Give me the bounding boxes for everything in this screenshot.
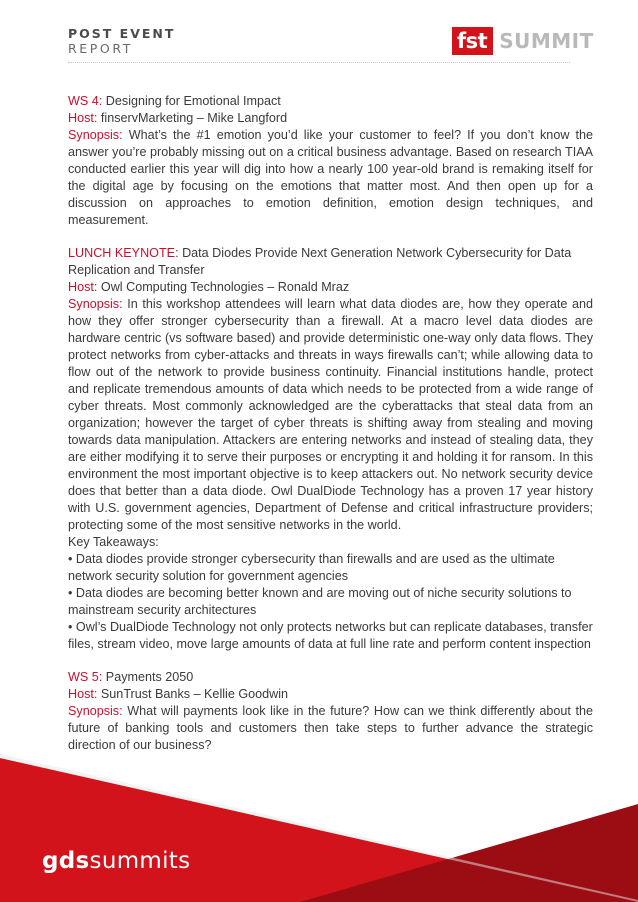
session-ws4 — [68, 93, 593, 229]
page-header — [0, 0, 638, 64]
session-title-text: Data Diodes Provide Next Generation Network Cybersecurity for Data Replication and Transfer — [68, 246, 572, 277]
session-synopsis — [68, 127, 593, 229]
session-synopsis — [68, 296, 593, 534]
session-code: WS 5: — [68, 670, 103, 684]
fst-summit-logo — [452, 27, 594, 55]
footer-banner-shape — [0, 740, 638, 902]
takeaway-item: • Owl’s DualDiode Technology not only protects networks but can replicate databases, transfer files, stream video, move large amounts of data at full line rate and perform content inspection — [68, 620, 593, 651]
synopsis-label: Synopsis: — [68, 128, 123, 142]
page-footer — [0, 740, 638, 902]
fst-logo-box: fst — [452, 27, 493, 55]
gds-summits-logo — [42, 848, 190, 874]
session-host — [68, 686, 593, 703]
header-divider — [68, 62, 570, 63]
sessions-content — [68, 93, 593, 770]
report-subtitle: REPORT — [68, 41, 133, 56]
synopsis-text: In this workshop attendees will learn what data diodes are, how they operate and how they offer stronger cybersecurity than a firewall. At a macro level data diodes are hardware centric (vs software based) and provide deterministic one-way only data flows. They protect networks from cyber-attacks and threats in ways firewalls can’t; while allowing data to flow out of the network to provide business continuity. Financial institutions handle, protect and replicate tremendous amounts of data which needs to be protected from a wide range of cyber threats. Most commonly acknowledged are the cyberattacks that steal data from an organization; however the target of cyber threats is shifting away from stealing and moving towards data manipulation. Attackers are entering networks and instead of stealing data, they are either modifying it to serve their purposes or encrypting it and holding it for ransom. In this environment the most important objective is to keep attackers out. No network security device does that better than a data diode. Owl DualDiode Technology has a proven 17 year history with U.S. government agencies, Department of Defense and critical infrastructure providers; protecting some of the most sensitive networks in the world. — [68, 297, 593, 532]
host-label: Host: — [68, 280, 98, 294]
synopsis-text: What’s the #1 emotion you’d like your customer to feel? If you don’t know the answer you’re probably missing out on a critical business advantage. Based on research TIAA conducted earlier this year will dig into how a nearly 100 year-old brand is remaking itself for the digital age by focusing on the emotions that matter most. And then open up for a discussion on approaches to emotion definition, emotion design techniques, and measurement. — [68, 128, 593, 227]
session-title — [68, 93, 593, 110]
session-lunch-keynote — [68, 245, 593, 653]
synopsis-text: What will payments look like in the future? How can we think differently about the future of banking tools and customers then take steps to further advance the strategic direction of our business? — [68, 704, 593, 752]
takeaways-label: Key Takeaways: — [68, 535, 159, 549]
report-title: POST EVENT — [68, 26, 176, 41]
session-title — [68, 669, 593, 686]
takeaway-item: • Data diodes provide stronger cybersecurity than firewalls and are used as the ultimate network security solution for government agencies — [68, 552, 555, 583]
session-code: LUNCH KEYNOTE: — [68, 246, 179, 260]
gds-logo-bold: gds — [42, 848, 90, 874]
session-title-text: Designing for Emotional Impact — [102, 94, 281, 108]
session-host — [68, 279, 593, 296]
synopsis-label: Synopsis: — [68, 297, 123, 311]
host-text: Owl Computing Technologies – Ronald Mraz — [97, 280, 350, 294]
host-label: Host: — [68, 687, 98, 701]
summit-logo-text: SUMMIT — [499, 29, 594, 53]
host-label: Host: — [68, 111, 98, 125]
session-host — [68, 110, 593, 127]
host-text: finservMarketing – Mike Langford — [97, 111, 288, 125]
session-title-text: Payments 2050 — [102, 670, 194, 684]
host-text: SunTrust Banks – Kellie Goodwin — [97, 687, 289, 701]
session-code: WS 4: — [68, 94, 103, 108]
synopsis-label: Synopsis: — [68, 704, 123, 718]
session-title — [68, 245, 593, 279]
gds-logo-light: summits — [89, 848, 191, 874]
takeaway-item: • Data diodes are becoming better known and are moving out of niche security solutions to mainstream security architectures — [68, 586, 572, 617]
